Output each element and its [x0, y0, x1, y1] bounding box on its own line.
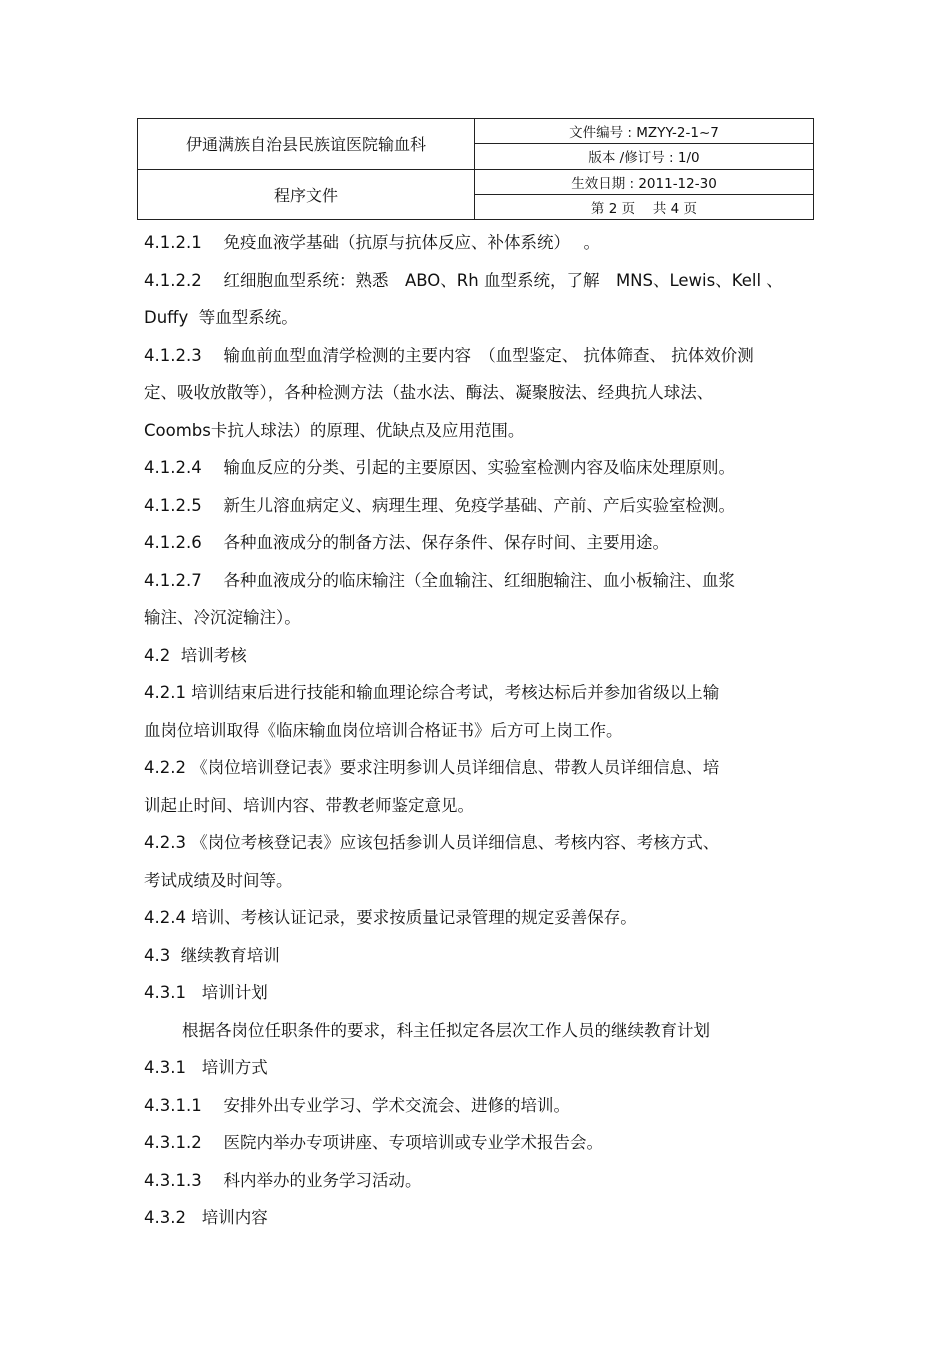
text-line: 4.3.1.3 科内举办的业务学习活动。 [144, 1170, 422, 1190]
section-heading: 4.2 培训考核 [144, 645, 247, 665]
hospital-department-cell: 伊通满族自治县民族谊医院输血科 [138, 119, 475, 170]
effective-date-cell: 生效日期 : 2011-12-30 [475, 169, 814, 194]
version-cell: 版本 /修订号 : 1/0 [475, 144, 814, 169]
document-body [144, 224, 814, 1237]
text-line: 4.1.2.5 新生儿溶血病定义、病理生理、免疫学基础、产前、产后实验室检测。 [144, 495, 735, 515]
text-line: Duffy 等血型系统。 [144, 308, 298, 327]
subsection-heading: 4.3.1 培训方式 [144, 1058, 268, 1077]
page-info-cell: 第 2 页 共 4 页 [475, 194, 814, 219]
paragraph-line: 根据各岗位任职条件的要求，科主任拟定各层次工作人员的继续教育计划 [182, 1020, 710, 1040]
text-line: 定、吸收放散等），各种检测方法（盐水法、酶法、凝聚胺法、经典抗人球法、 [144, 383, 714, 402]
text-line: Coombs卡抗人球法）的原理、优缺点及应用范围。 [144, 420, 525, 440]
text-line: 4.1.2.6 各种血液成分的制备方法、保存条件、保存时间、主要用途。 [144, 533, 669, 552]
text-line: 4.1.2.1 免疫血液学基础（抗原与抗体反应、补体系统） 。 [144, 233, 600, 252]
document-type-cell: 程序文件 [138, 169, 475, 220]
section-heading: 4.3 继续教育培训 [144, 945, 280, 965]
document-header-table [137, 118, 814, 220]
text-line: 4.1.2.4 输血反应的分类、引起的主要原因、实验室检测内容及临床处理原则。 [144, 458, 735, 477]
text-line: 训起止时间、培训内容、带教老师鉴定意见。 [144, 795, 474, 815]
text-line: 4.3.1.1 安排外出专业学习、学术交流会、进修的培训。 [144, 1095, 570, 1115]
text-line: 4.2.1 培训结束后进行技能和输血理论综合考试，考核达标后并参加省级以上输 [144, 683, 720, 702]
text-line: 4.1.2.3 输血前血型血清学检测的主要内容 （血型鉴定、 抗体筛查、 抗体效价测 [144, 345, 754, 365]
text-line: 4.1.2.2 红细胞血型系统：熟悉 ABO、Rh 血型系统，了解 MNS、Lewis、Kell 、 [144, 270, 783, 290]
text-line: 输注、冷沉淀输注）。 [144, 608, 301, 627]
text-line: 4.2.4 培训、考核认证记录，要求按质量记录管理的规定妥善保存。 [144, 908, 637, 927]
text-line: 4.3.1.2 医院内举办专项讲座、专项培训或专业学术报告会。 [144, 1133, 603, 1152]
file-number-cell: 文件编号 : MZYY-2-1~7 [475, 119, 814, 144]
subsection-heading: 4.3.1 培训计划 [144, 983, 268, 1002]
text-line: 4.2.3 《岗位考核登记表》应该包括参训人员详细信息、考核内容、考核方式、 [144, 833, 720, 852]
subsection-heading: 4.3.2 培训内容 [144, 1208, 268, 1227]
text-line: 4.1.2.7 各种血液成分的临床输注（全血输注、红细胞输注、血小板输注、血浆 [144, 570, 735, 590]
text-line: 血岗位培训取得《临床输血岗位培训合格证书》后方可上岗工作。 [144, 720, 623, 740]
text-line: 考试成绩及时间等。 [144, 870, 293, 890]
text-line: 4.2.2 《岗位培训登记表》要求注明参训人员详细信息、带教人员详细信息、培 [144, 758, 720, 777]
